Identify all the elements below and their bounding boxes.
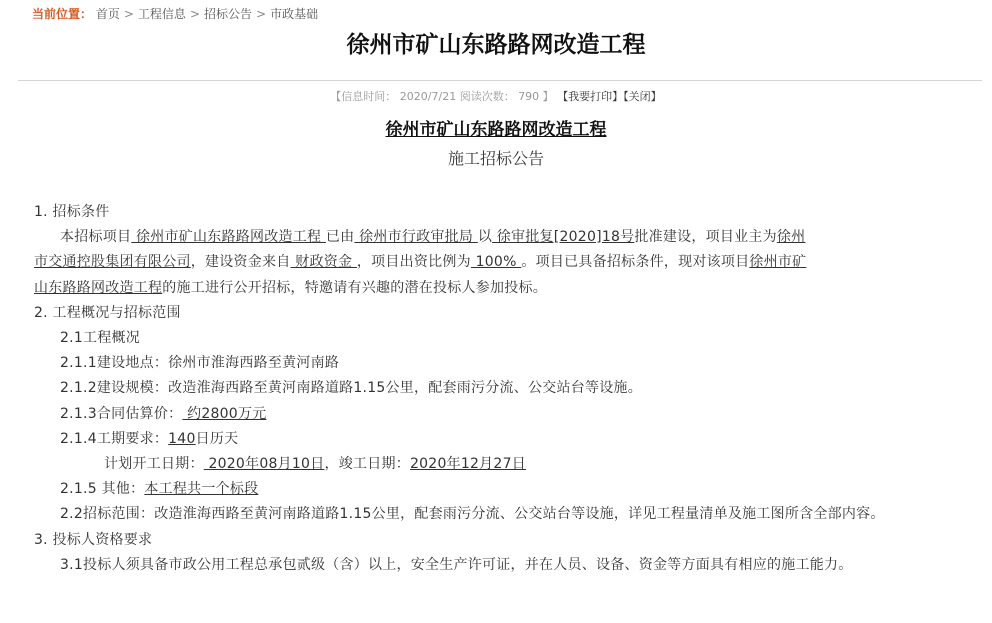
paragraph xyxy=(34,276,969,301)
section-heading: 3. 投标人资格要求 xyxy=(34,531,153,548)
breadcrumb-separator: > xyxy=(123,7,134,21)
text: ，建设资金来自 xyxy=(190,254,291,271)
breadcrumb-lead: 当前位置： xyxy=(32,7,93,21)
approval-authority: 徐州市行政审批局 xyxy=(354,229,478,246)
breadcrumb-home-link[interactable]: 首页 xyxy=(95,7,120,21)
list-item xyxy=(34,402,969,427)
list-item xyxy=(34,427,969,452)
project-name: 徐州市矿 xyxy=(749,254,807,271)
document-subtitle: 施工招标公告 xyxy=(447,149,544,168)
section-heading: 2. 工程概况与招标范围 xyxy=(34,304,181,321)
breadcrumb-separator: > xyxy=(189,7,200,21)
end-date: 2020年12月27日 xyxy=(409,456,526,473)
field-label: 2.1.3合同估算价： xyxy=(60,405,183,422)
owner-name: 徐州 xyxy=(776,229,806,246)
paragraph: 3.1投标人须具备市政公用工程总承包贰级（含）以上，安全生产许可证，并在人员、设备、资金等方面具有相应的施工能力。 xyxy=(60,556,853,573)
print-link[interactable]: 【我要打印】 xyxy=(557,90,624,103)
article-meta xyxy=(0,90,992,104)
breadcrumb xyxy=(32,6,318,22)
paragraph xyxy=(34,225,969,250)
page-title: 徐州市矿山东路路网改造工程 xyxy=(346,32,646,58)
text: 的施工进行公开招标，特邀请有兴趣的潜在投标人参加投标。 xyxy=(162,279,547,296)
fund-source: 财政资金 xyxy=(290,254,357,271)
project-name: 山东路路网改造工程 xyxy=(34,279,163,296)
text: ，项目出资比例为 xyxy=(356,254,471,271)
title-divider xyxy=(18,80,982,81)
text: 以 xyxy=(477,229,493,246)
list-item xyxy=(34,351,969,376)
paragraph: 2.2招标范围：改造淮海西路至黄河南路道路1.15公里，配套雨污分流、公交站台等设施，详见工程量清单及施工图所含全部内容。 xyxy=(60,506,885,523)
subsection-heading: 2.1工程概况 xyxy=(60,330,141,347)
text: 本招标项目 xyxy=(60,229,132,246)
field-label: ，竣工日期： xyxy=(324,456,410,473)
list-item xyxy=(34,376,969,401)
close-link[interactable]: 【关闭】 xyxy=(623,90,662,103)
text: 批准建设，项目业主为 xyxy=(634,229,777,246)
document-title: 徐州市矿山东路路网改造工程 xyxy=(385,120,607,140)
approval-number: 徐审批复[2020]18号 xyxy=(492,229,635,246)
list-item xyxy=(34,477,969,502)
paragraph xyxy=(34,250,969,275)
field-label: 计划开工日期： xyxy=(104,456,204,473)
info-time-and-views: 【信息时间： 2020/7/21 阅读次数： 790 】 xyxy=(330,90,554,103)
breadcrumb-engineering-info-link[interactable]: 工程信息 xyxy=(137,7,186,21)
project-name: 徐州市矿山东路路网改造工程 xyxy=(131,229,326,246)
article-body xyxy=(34,200,969,578)
breadcrumb-tender-notice-link[interactable]: 招标公告 xyxy=(204,7,253,21)
field-label: 2.1.5 其他： xyxy=(60,481,145,498)
field-value: 改造淮海西路至黄河南路道路1.15公里，配套雨污分流、公交站台等设施。 xyxy=(168,380,643,397)
owner-name: 市交通控股集团有限公司 xyxy=(34,254,191,271)
list-item xyxy=(34,452,969,477)
field-unit: 日历天 xyxy=(195,430,239,447)
field-value: 140 xyxy=(168,430,196,447)
field-label: 2.1.1建设地点： xyxy=(60,355,169,372)
breadcrumb-municipal-link[interactable]: 市政基础 xyxy=(270,7,319,21)
text: 。项目已具备招标条件，现对该项目 xyxy=(521,254,750,271)
start-date: 2020年08月10日 xyxy=(203,456,325,473)
field-value: 本工程共一个标段 xyxy=(144,481,259,498)
breadcrumb-separator: > xyxy=(256,7,267,21)
section-heading: 1. 招标条件 xyxy=(34,204,110,220)
field-label: 2.1.2建设规模： xyxy=(60,380,169,397)
fund-ratio: 100% xyxy=(470,254,522,271)
field-value: 徐州市淮海西路至黄河南路 xyxy=(168,355,340,372)
field-value: 约2800万元 xyxy=(182,405,267,422)
text: 已由 xyxy=(325,229,355,246)
field-label: 2.1.4工期要求： xyxy=(60,430,169,447)
